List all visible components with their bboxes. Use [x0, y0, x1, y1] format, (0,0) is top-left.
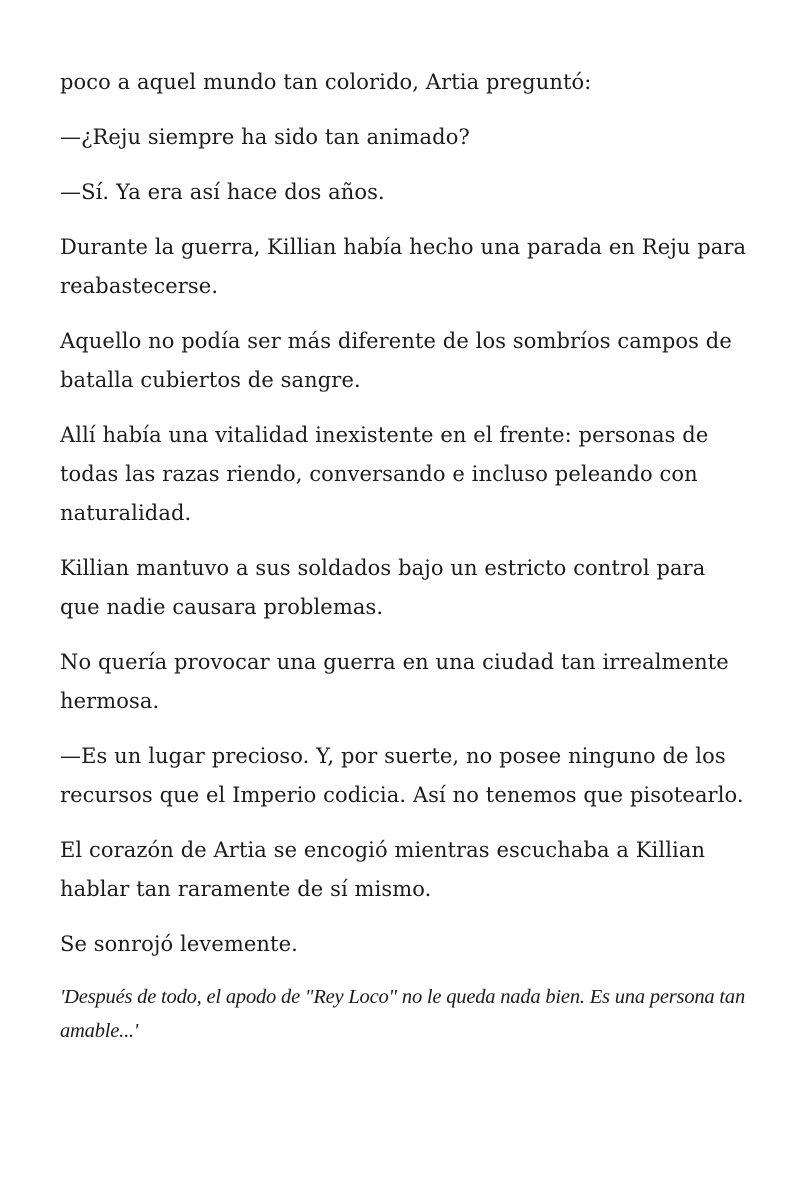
paragraph-7: Killian mantuvo a sus soldados bajo un estricto control para que nadie causara problemas.	[60, 556, 706, 619]
paragraph-2: —¿Reju siempre ha sido tan animado?	[60, 125, 470, 149]
paragraph-10: El corazón de Artia se encogió mientras escuchaba a Killian hablar tan raramente de sí mismo.	[60, 838, 706, 901]
paragraph-5: Aquello no podía ser más diferente de los sombríos campos de batalla cubiertos de sangre.	[60, 329, 732, 392]
paragraph-8: No quería provocar una guerra en una ciudad tan irrealmente hermosa.	[60, 650, 729, 713]
paragraph-9: —Es un lugar precioso. Y, por suerte, no posee ninguno de los recursos que el Imperio codicia. Así no tenemos que pisotearlo.	[60, 744, 744, 807]
paragraph-11: Se sonrojó levemente.	[60, 932, 298, 956]
paragraph-4: Durante la guerra, Killian había hecho una parada en Reju para reabastecerse.	[60, 235, 747, 298]
paragraph-6: Allí había una vitalidad inexistente en el frente: personas de todas las razas riendo, conversando e incluso peleando con naturalidad.	[60, 423, 709, 525]
paragraph-1: poco a aquel mundo tan colorido, Artia preguntó:	[60, 70, 592, 94]
paragraph-3: —Sí. Ya era así hace dos años.	[60, 180, 385, 204]
reading-page	[60, 63, 750, 1048]
inner-thought-paragraph: 'Después de todo, el apodo de "Rey Loco" no le queda nada bien. Es una persona tan amable...'	[60, 986, 746, 1042]
